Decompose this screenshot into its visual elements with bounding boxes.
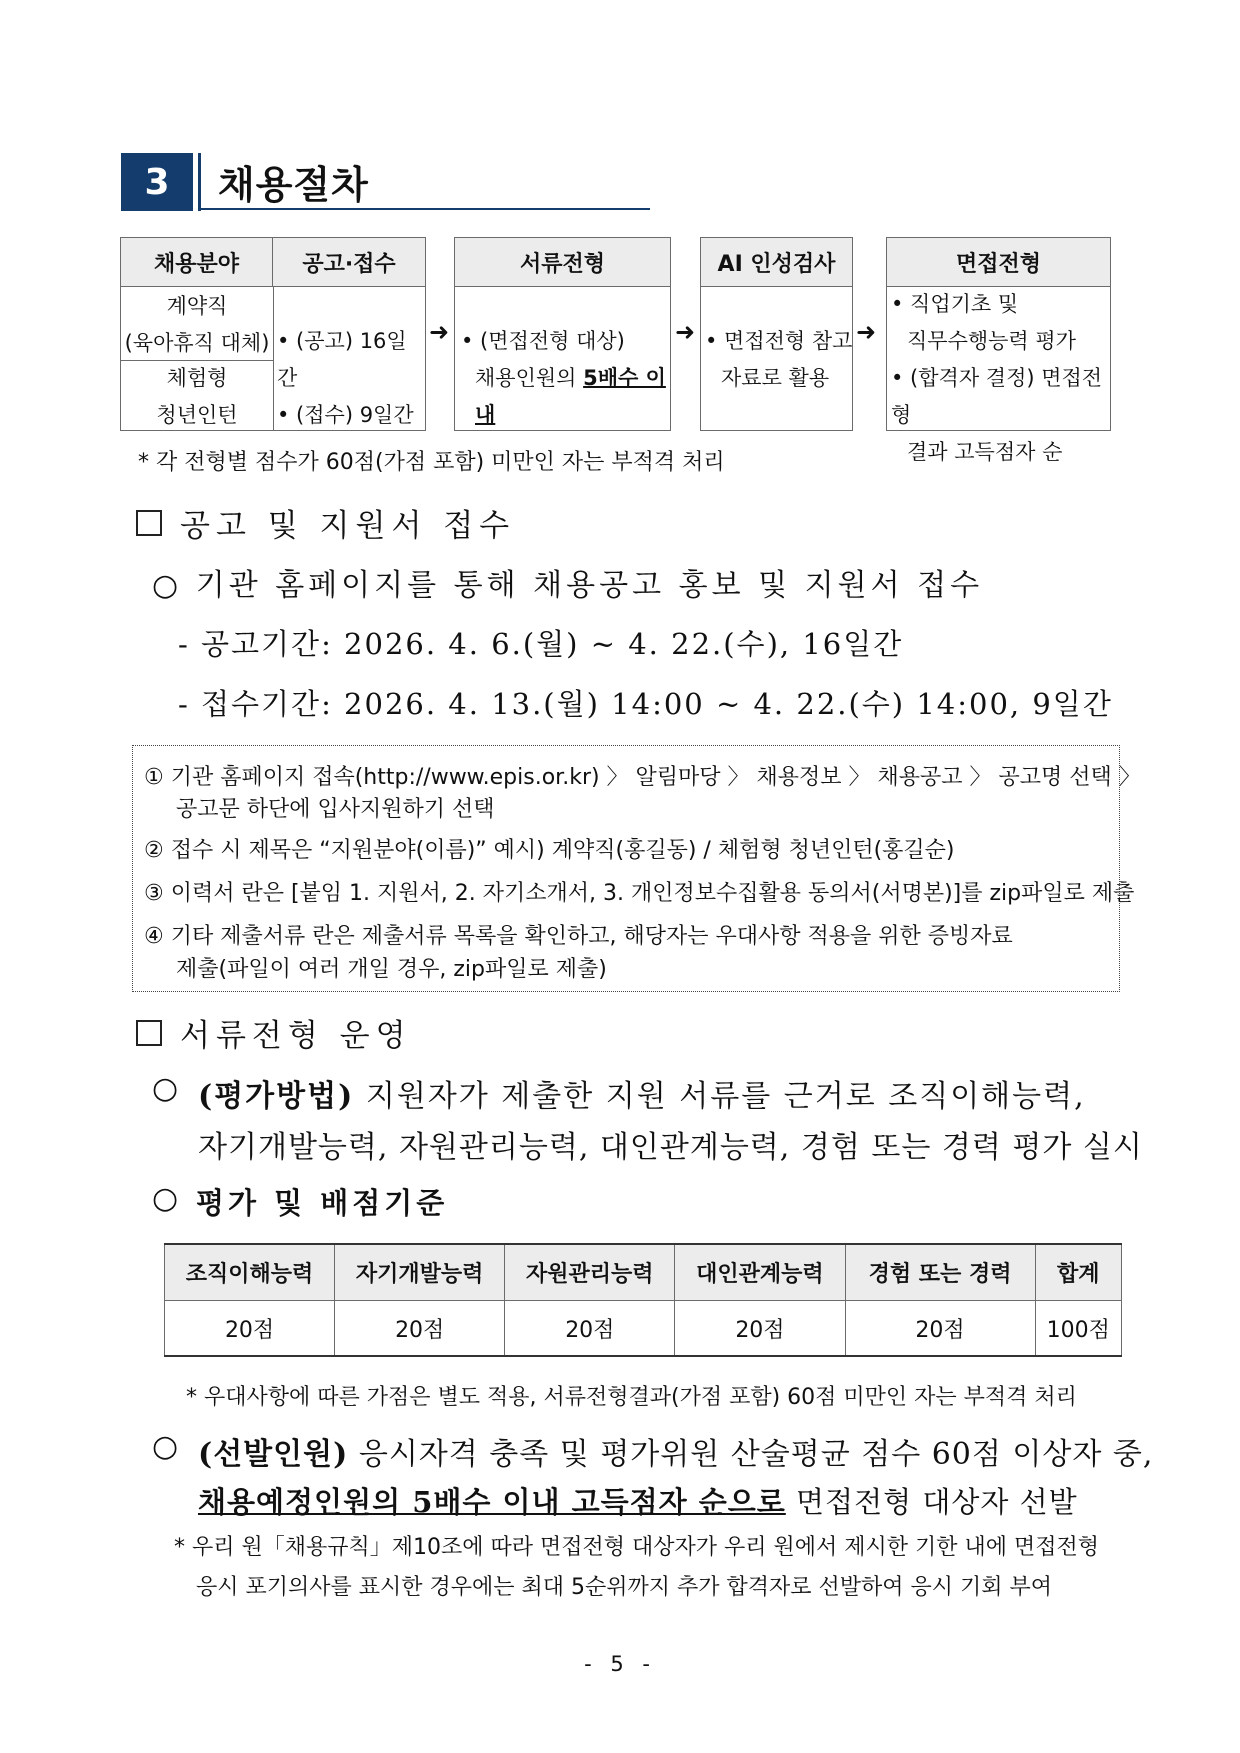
step-4: ④ 기타 제출서류 란은 제출서류 목록을 확인하고, 해당자는 우대사항 적용을 위한 증빙자료 (144, 924, 1013, 949)
score-total: 100점 (1035, 1301, 1121, 1357)
method-line-2: 자기개발능력, 자원관리능력, 대인관계능력, 경험 또는 경력 평가 실시 (198, 1130, 1143, 1165)
score-table (164, 1243, 1122, 1357)
flow-note: * 각 전형별 점수가 60점(가점 포함) 미만인 자는 부적격 처리 (138, 450, 725, 475)
flow-arrow-icon: ➜ (856, 318, 877, 346)
step-1-cont: 공고문 하단에 입사지원하기 선택 (176, 797, 495, 822)
announce-bullet: ○ 기관 홈페이지를 통해 채용공고 홍보 및 지원서 접수 (152, 568, 984, 603)
selection-line-1: (선발인원) 응시자격 충족 및 평가위원 산술평균 점수 60점 이상자 중, (198, 1437, 1154, 1472)
score-resource: 20점 (505, 1301, 675, 1357)
header-relation: 대인관계능력 (675, 1244, 845, 1301)
flow-head-ai: AI 인성검사 (701, 238, 852, 287)
score-self: 20점 (335, 1301, 505, 1357)
final-note-1: * 우리 원「채용규칙」제10조에 따라 면접전형 대상자가 우리 원에서 제시한 기한 내에 면접전형 (174, 1535, 1099, 1560)
flow-arrow-icon: ➜ (675, 318, 696, 346)
step-4-cont: 제출(파일이 여러 개일 경우, zip파일로 제출) (176, 957, 607, 982)
header-experience: 경험 또는 경력 (845, 1244, 1035, 1301)
score-note: * 우대사항에 따른 가점은 별도 적용, 서류전형결과(가점 포함) 60점 미만인 자는 부적격 처리 (186, 1385, 1077, 1410)
page-number: - 5 - (584, 1652, 656, 1676)
header-resource: 자원관리능력 (505, 1244, 675, 1301)
flow-arrow-icon: ➜ (429, 318, 450, 346)
final-note-2: 응시 포기의사를 표시한 경우에는 최대 5순위까지 추가 합격자로 선발하여 응시 기회 부여 (196, 1575, 1052, 1600)
announce-heading: 공고 및 지원서 접수 (180, 508, 516, 544)
step-2: ② 접수 시 제목은 “지원분야(이름)” 예시) 계약직(홍길동) / 체험형 청년인턴(홍길순) (144, 838, 955, 863)
notice-period: • (공고) 16일간 • (접수) 9일간 (277, 329, 414, 427)
header-self: 자기개발능력 (335, 1244, 505, 1301)
document-desc: • (면접전형 대상) 채용인원의 5배수 이내 (461, 329, 666, 427)
flow-box-interview (886, 237, 1111, 464)
receipt-period-line: - 접수기간: 2026. 4. 13.(월) 14:00 ~ 4. 22.(수) 14:00, 9일간 (178, 687, 1113, 721)
flow-head-field: 채용분야 (121, 238, 273, 287)
section-number: 3 (121, 153, 193, 211)
field-intern: 체험형 청년인턴 (156, 366, 238, 427)
checkbox-square-icon (136, 1020, 162, 1046)
flow-box-ai (700, 237, 853, 431)
method-line-1: (평가방법) 지원자가 제출한 지원 서류를 근거로 조직이해능력, (198, 1079, 1086, 1114)
score-relation: 20점 (675, 1301, 845, 1357)
docs-heading: 서류전형 운영 (180, 1018, 412, 1054)
ai-desc: • 면접전형 참고 자료로 활용 (705, 329, 853, 390)
section-divider (198, 153, 201, 211)
interview-desc: • 직업기초 및 직무수행능력 평가 • (합격자 결정) 면접전형 결과 고득점자 순 (891, 292, 1103, 464)
method-bullet-icon: ○ (152, 1071, 183, 1106)
field-contract: 계약직 (육아휴직 대체) (124, 294, 270, 355)
criteria-bullet-icon: ○ (152, 1181, 183, 1216)
notice-period-line: - 공고기간: 2026. 4. 6.(월) ~ 4. 22.(수), 16일간 (178, 627, 904, 661)
step-3: ③ 이력서 란은 [붙임 1. 지원서, 2. 자기소개서, 3. 개인정보수집활용 동의서(서명본)]를 zip파일로 제출 (144, 881, 1135, 906)
criteria-heading: 평가 및 배점기준 (196, 1186, 449, 1220)
table-row (165, 1301, 1122, 1357)
score-experience: 20점 (845, 1301, 1035, 1357)
step-1: ① 기관 홈페이지 접속(http://www.epis.or.kr) 〉 알림마당 〉 채용정보 〉 채용공고 〉 공고명 선택 〉 (144, 765, 1141, 790)
flow-head-notice: 공고·접수 (273, 238, 425, 287)
flow-head-document: 서류전형 (455, 238, 670, 287)
checkbox-square-icon (136, 510, 162, 536)
section-title: 채용절차 (218, 163, 369, 207)
flow-box-document (454, 237, 671, 431)
selection-line-2: 채용예정인원의 5배수 이내 고득점자 순으로 면접전형 대상자 선발 (198, 1485, 1078, 1519)
header-total: 합계 (1035, 1244, 1121, 1301)
header-org: 조직이해능력 (165, 1244, 335, 1301)
flow-box-recruit (120, 237, 426, 431)
selection-bullet-icon: ○ (152, 1429, 183, 1464)
score-org: 20점 (165, 1301, 335, 1357)
score-table-header (165, 1244, 1122, 1301)
flow-head-interview: 면접전형 (887, 238, 1110, 287)
